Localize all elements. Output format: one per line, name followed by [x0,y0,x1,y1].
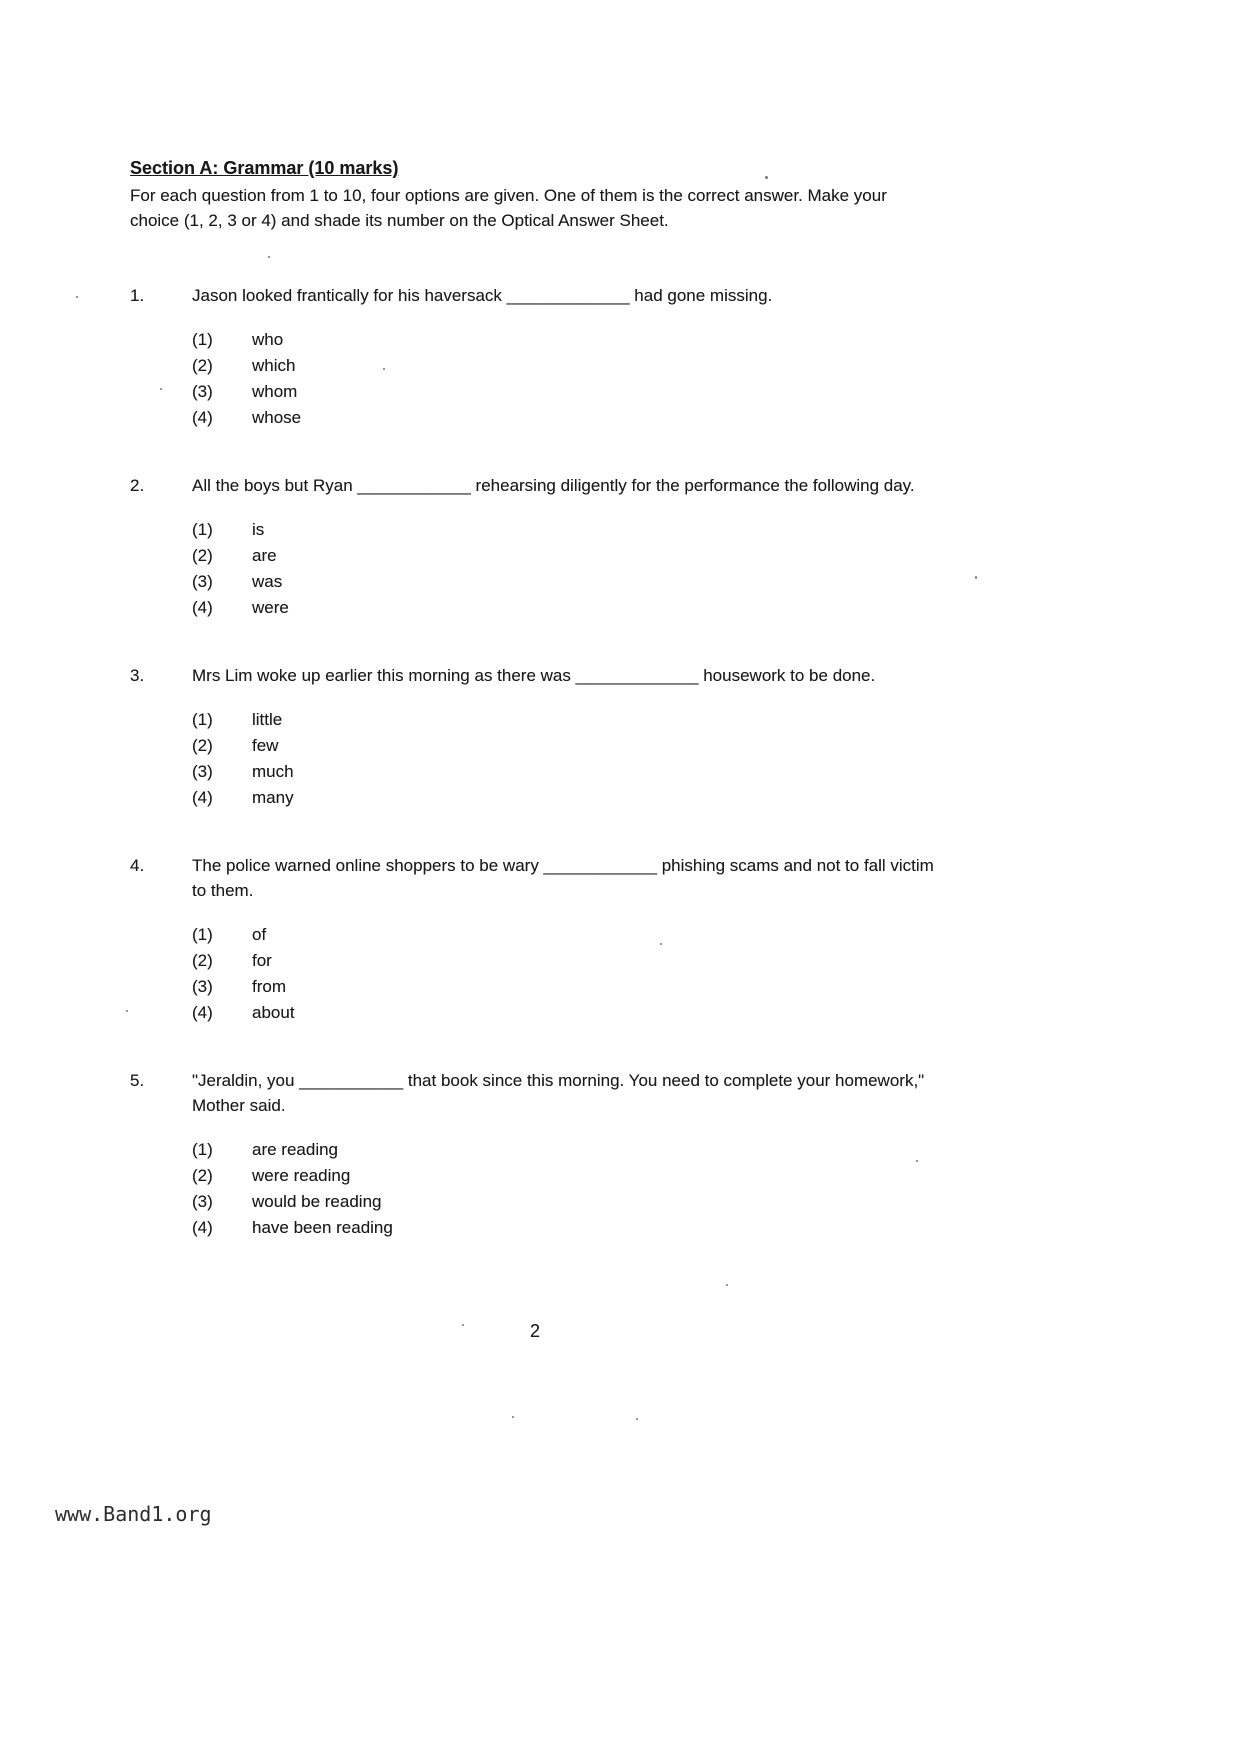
option [192,1000,940,1026]
option-text: about [252,1003,295,1022]
option-text: whom [252,382,298,401]
option-text: have been reading [252,1218,393,1237]
option-number: (4) [192,408,213,427]
option-text: whose [252,408,302,427]
option [192,405,940,431]
question-number: 5. [130,1071,145,1090]
scan-speck [512,1416,514,1418]
option [192,707,940,733]
options-list [192,922,940,1026]
options-list [192,517,940,621]
scan-speck [726,1284,728,1286]
question-text: Jason looked frantically for his haversack _____________ had gone missing. [192,286,773,305]
scan-speck [765,176,768,179]
scan-speck [160,388,162,390]
page-number: 2 [529,1321,540,1341]
option-number: (1) [192,1140,213,1159]
option-number: (1) [192,520,213,539]
option-text: which [252,356,296,375]
question-5 [130,1068,940,1241]
option [192,785,940,811]
option [192,974,940,1000]
option [192,759,940,785]
option-number: (3) [192,1192,213,1211]
option-number: (2) [192,546,213,565]
option-number: (3) [192,382,213,401]
option-text: was [252,572,283,591]
option-number: (1) [192,330,213,349]
option-text: were reading [252,1166,351,1185]
option [192,922,940,948]
question-number: 1. [130,286,145,305]
scan-speck [975,576,977,579]
option-text: for [252,951,272,970]
option-number: (4) [192,1218,213,1237]
option-text: from [252,977,286,996]
option-text: few [252,736,279,755]
option-number: (4) [192,1003,213,1022]
question-text: "Jeraldin, you ___________ that book since this morning. You need to complete your homework," Mother said. [192,1071,925,1115]
scan-speck [268,256,270,258]
option-number: (3) [192,977,213,996]
option-number: (4) [192,598,213,617]
option-text: many [252,788,294,807]
option [192,1137,940,1163]
option [192,1215,940,1241]
option-number: (3) [192,572,213,591]
option-text: of [252,925,267,944]
option-text: are reading [252,1140,339,1159]
option-number: (3) [192,762,213,781]
option-text: were [252,598,289,617]
option [192,517,940,543]
option-number: (4) [192,788,213,807]
option-number: (2) [192,356,213,375]
question-3 [130,663,940,811]
question-number: 4. [130,856,145,875]
question-4 [130,853,940,1026]
option [192,595,940,621]
option [192,379,940,405]
question-2 [130,473,940,621]
options-list [192,1137,940,1241]
option [192,569,940,595]
scan-speck [462,1324,464,1326]
options-list [192,707,940,811]
question-text: The police warned online shoppers to be wary ____________ phishing scams and not to fall victim to them. [192,856,934,900]
option-number: (1) [192,925,213,944]
option-number: (2) [192,736,213,755]
options-list [192,327,940,431]
scan-speck [126,1010,128,1012]
question-number: 2. [130,476,145,495]
question-number: 3. [130,666,145,685]
option-text: are [252,546,277,565]
section-heading: Section A: Grammar (10 marks) [130,158,399,178]
option-number: (1) [192,710,213,729]
option-text: would be reading [252,1192,382,1211]
scan-speck [660,943,662,945]
scan-speck [383,368,385,370]
option [192,1163,940,1189]
scan-speck [636,1418,638,1420]
question-text: Mrs Lim woke up earlier this morning as there was _____________ housework to be done. [192,666,876,685]
option [192,543,940,569]
question-1 [130,283,940,431]
page-content [130,156,940,1342]
option [192,353,940,379]
option [192,1189,940,1215]
scan-speck [76,296,78,298]
option [192,733,940,759]
section-instructions: For each question from 1 to 10, four options are given. One of them is the correct answer. Make your choice (1, 2, 3 or 4) and shade its number on the Optical Answer Sheet. [130,186,887,230]
option [192,948,940,974]
option-number: (2) [192,951,213,970]
question-text: All the boys but Ryan ____________ rehearsing diligently for the performance the following day. [192,476,915,495]
option-text: much [252,762,294,781]
footer-watermark: www.Band1.org [55,1502,212,1526]
option-text: who [252,330,284,349]
option-text: little [252,710,283,729]
scan-speck [916,1160,918,1162]
option-text: is [252,520,265,539]
option-number: (2) [192,1166,213,1185]
option [192,327,940,353]
